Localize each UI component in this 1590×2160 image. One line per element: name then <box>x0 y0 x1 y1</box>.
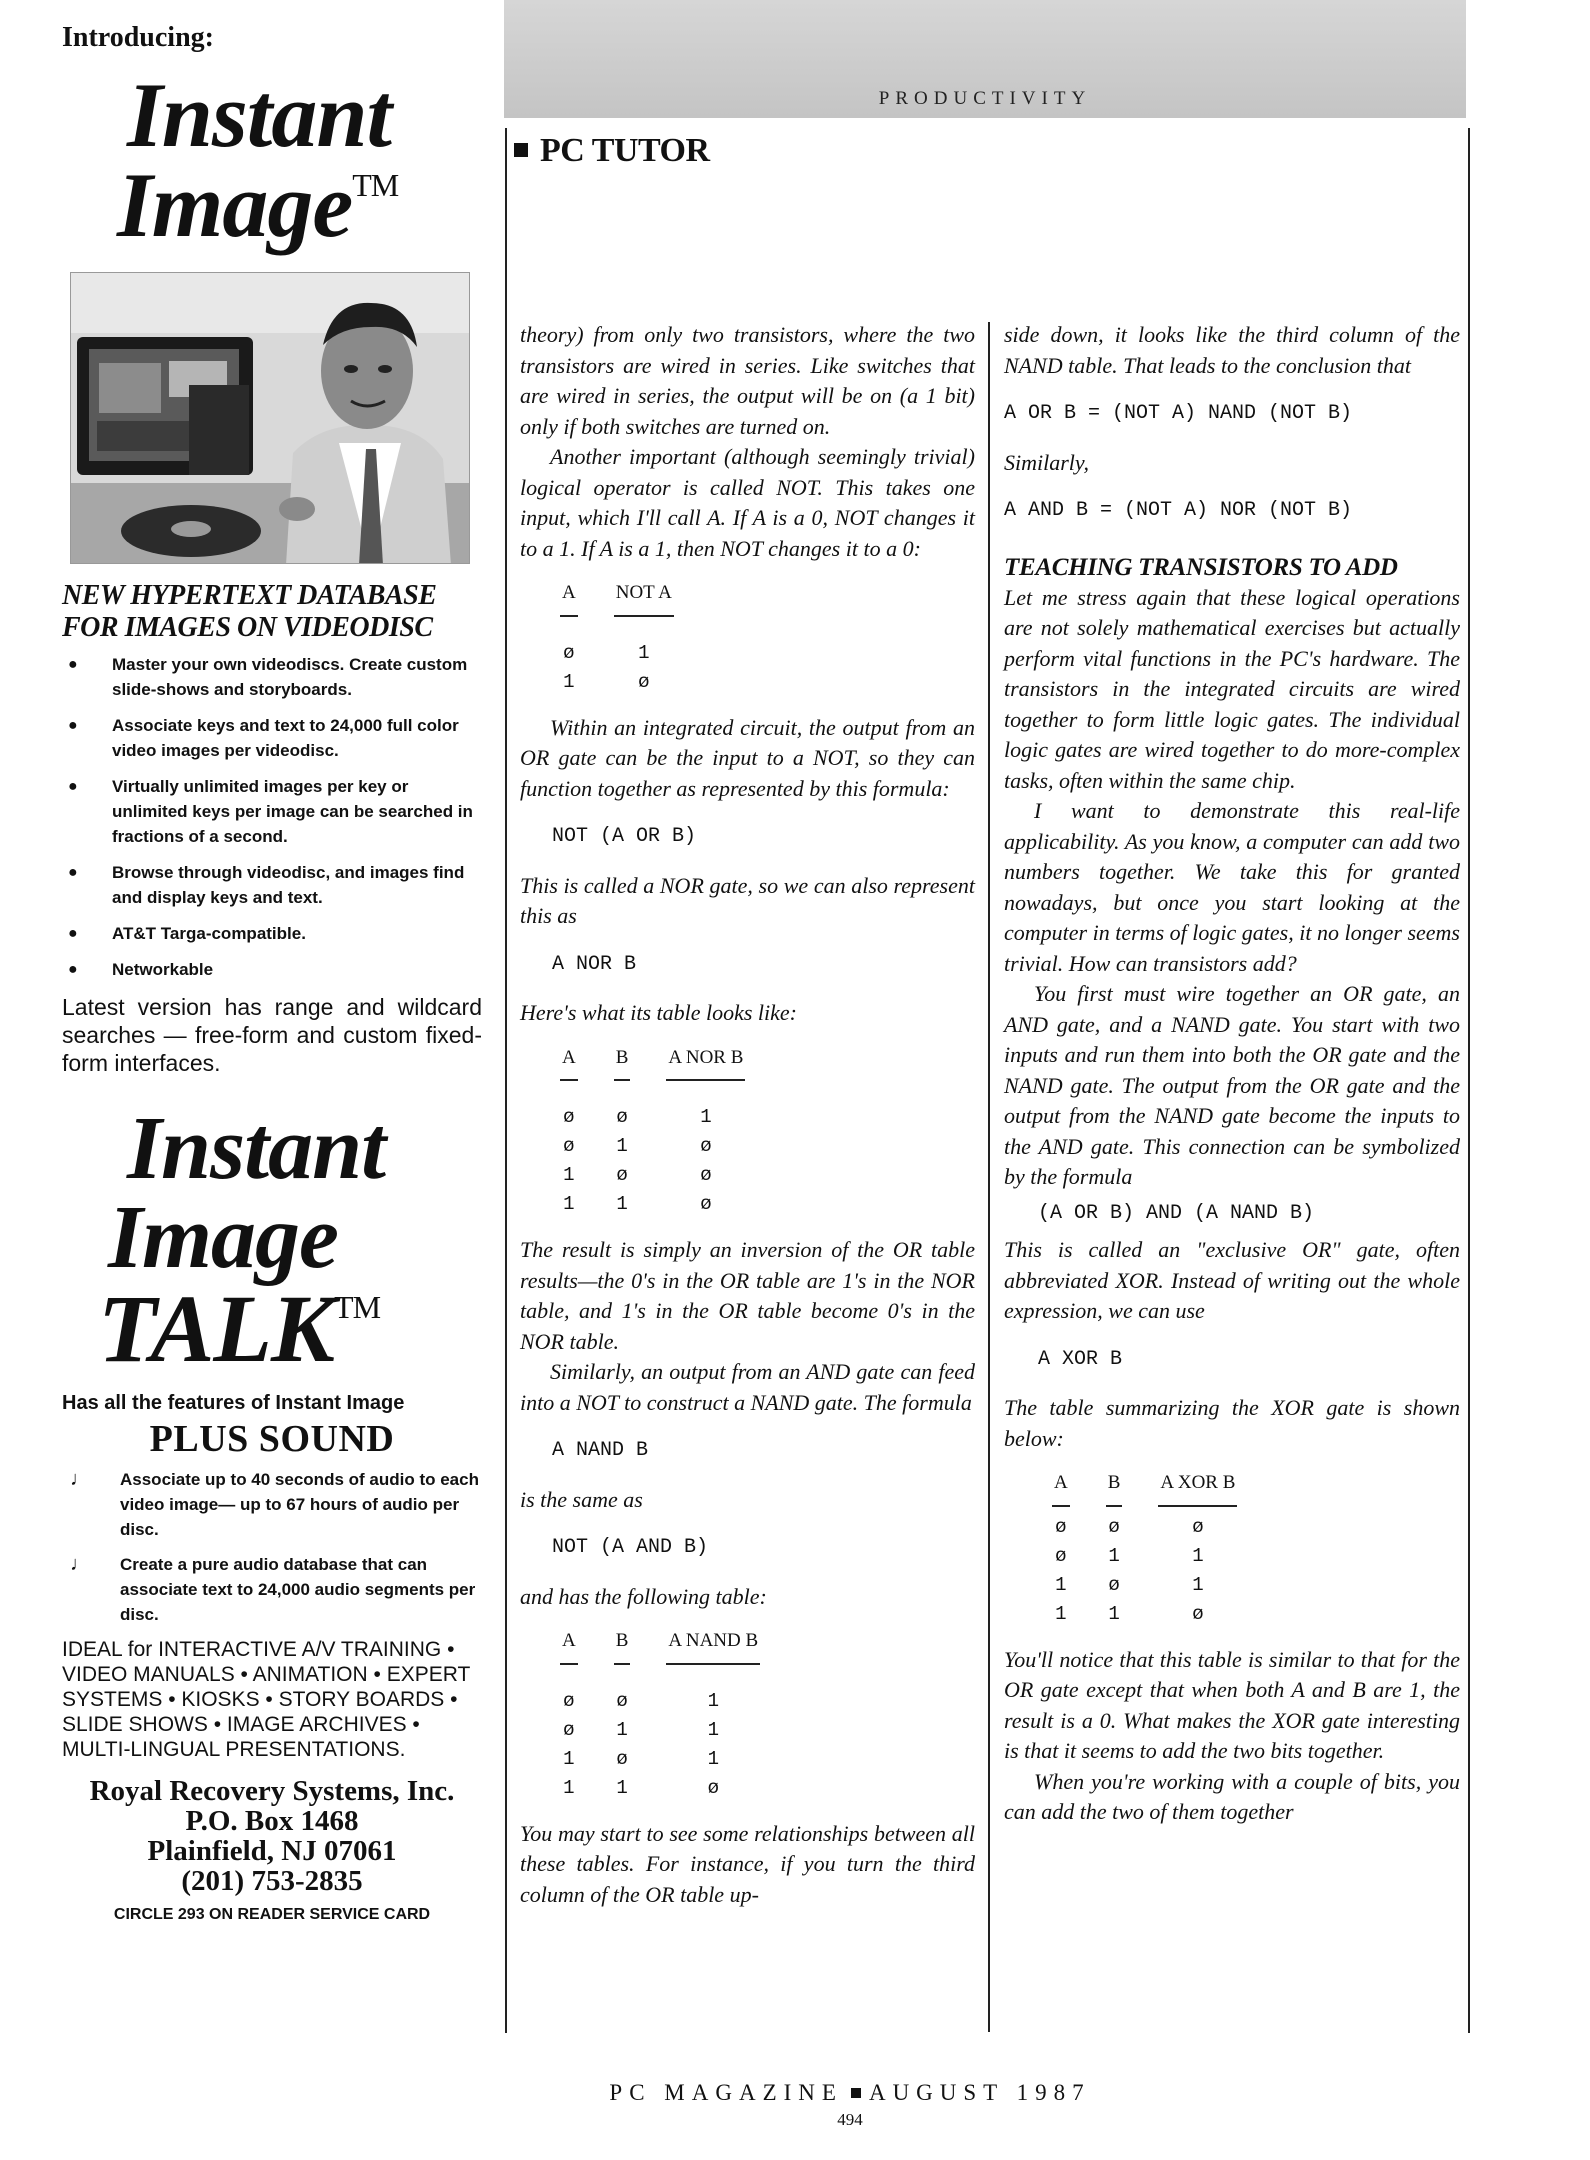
right-column-rule <box>1468 128 1470 2033</box>
table-row <box>1034 1571 1255 1600</box>
ad-company-block <box>62 1776 482 1896</box>
table-cell: ø <box>700 1135 712 1157</box>
table-row <box>542 639 692 668</box>
table-spacer <box>542 1087 763 1103</box>
table-row <box>1034 1542 1255 1571</box>
ad-audio-text: Associate up to 40 seconds of audio to each video image— up to 67 hours of audio per disc. <box>120 1469 479 1539</box>
disc-bullet-icon: ● <box>68 864 78 882</box>
article-paragraph: Within an integrated circuit, the output from an OR gate can be the input to a NOT, so they can function together as represented by this formula: <box>520 714 975 801</box>
ad-talk-line2: Image <box>108 1187 338 1287</box>
page-footer <box>360 2080 1340 2106</box>
ad-plus-sound: PLUS SOUND <box>149 1417 395 1460</box>
code-formula: (A OR B) AND (A NAND B) <box>1038 1201 1315 1225</box>
table-cell: ø <box>1055 1544 1067 1567</box>
column-title-text: PC TUTOR <box>540 132 710 169</box>
table-cell: 1 <box>707 1747 719 1770</box>
table-cell: 1 <box>563 670 575 693</box>
footer-date: AUGUST 1987 <box>868 2080 1091 2105</box>
table-cell: 1 <box>563 1193 575 1215</box>
not-truth-table <box>542 578 692 697</box>
table-header-text: A XOR B <box>1158 1468 1237 1507</box>
ad-subtitle <box>62 580 482 644</box>
disc-bullet-icon: ● <box>68 656 78 674</box>
article-paragraph: This is called an "exclusive OR" gate, often abbreviated XOR. Instead of writing out the whole expression, we can use <box>1004 1237 1460 1323</box>
ad-company-name: Royal Recovery Systems, Inc. <box>89 1774 455 1807</box>
ad-feature-list <box>62 652 482 982</box>
code-formula: NOT (A AND B) <box>552 1536 709 1559</box>
code-formula: A AND B = (NOT A) NOR (NOT B) <box>1004 499 1353 522</box>
square-bullet-icon <box>514 143 528 157</box>
article-paragraph: This is called a NOR gate, so we can also represent this as <box>520 872 975 928</box>
column-title <box>514 132 710 170</box>
table-header <box>596 1043 649 1088</box>
table-cell: ø <box>616 1747 628 1770</box>
table-cell: ø <box>638 670 650 693</box>
code-formula: A NOR B <box>552 952 637 976</box>
ad-feature-text: Browse through videodisc, and images find and display keys and text. <box>112 863 465 908</box>
article-paragraph: and has the following table: <box>520 1583 767 1609</box>
ad-logo-tm: TM <box>352 167 399 204</box>
table-row <box>542 1774 778 1803</box>
article-paragraph: The result is simply an inversion of the OR table results—the 0's in the OR table are 1's in the NOR table, and 1's in the OR table become 0's in the NOR table. <box>520 1237 975 1354</box>
table-header <box>1088 1468 1141 1513</box>
code-formula: A NAND B <box>552 1439 649 1462</box>
table-cell: ø <box>1055 1515 1067 1538</box>
ad-feature-text: Virtually unlimited images per key or unlimited keys per image can be searched in fractions of a second. <box>112 777 473 847</box>
table-cell: ø <box>563 1135 575 1157</box>
table-cell: 1 <box>616 1193 628 1215</box>
table-cell: 1 <box>1108 1544 1120 1567</box>
ad-feature-item <box>62 957 482 982</box>
table-header <box>648 1626 778 1671</box>
table-header <box>1034 1468 1088 1513</box>
ad-latest-version: Latest version has range and wildcard searches — free-form and custom fixed-form interfaces. <box>62 994 482 1077</box>
table-cell: 1 <box>563 1776 575 1799</box>
ad-city: Plainfield, NJ 07061 <box>147 1834 397 1867</box>
ad-feature-item <box>62 713 482 763</box>
table-cell: ø <box>563 1106 575 1128</box>
article-paragraph: You first must wire together an OR gate, an AND gate, and a NAND gate. You start with two inputs and run them into both the OR gate and the NAND gate. The output from the OR gate and the output from the NAND gate become the inputs to the AND gate. This connection can be symbolized by the formula <box>1004 981 1460 1189</box>
article-paragraph: Here's what its table looks like: <box>520 1000 798 1025</box>
music-note-icon: ♩ <box>70 1552 90 1575</box>
ad-feature-item <box>62 921 482 946</box>
nand-truth-table <box>542 1626 778 1803</box>
table-row <box>542 668 692 697</box>
article-paragraph: You'll notice that this table is similar to that for the OR gate except that when both A and B are 1, the result is a 0. What makes the XOR gate interesting is that it seems to add the two bits together. <box>1004 1646 1460 1763</box>
ad-features-line: Has all the features of Instant Image <box>62 1391 405 1414</box>
page-number: 494 <box>837 2110 863 2129</box>
ad-subtitle-line2: FOR IMAGES ON VIDEODISC <box>62 612 433 644</box>
ad-intro: Introducing: <box>62 22 214 53</box>
table-cell: 1 <box>1055 1573 1067 1596</box>
table-cell: 1 <box>616 1135 628 1157</box>
table-header <box>542 1626 596 1671</box>
article-paragraph: theory) from only two transistors, where the two transistors are wired in series. Like switches that are wired in series, the output will be on (a 1 bit) only if both switches are turned on. <box>520 322 975 439</box>
table-header-text: A <box>560 578 578 617</box>
table-cell: ø <box>616 1689 628 1712</box>
table-header-text: A <box>560 1626 578 1665</box>
table-row <box>542 1745 778 1774</box>
table-header <box>1140 1468 1255 1513</box>
code-formula: A XOR B <box>1038 1347 1123 1371</box>
table-cell: 1 <box>563 1747 575 1770</box>
disc-bullet-icon: ● <box>68 961 78 979</box>
ad-feature-text: Associate keys and text to 24,000 full color video images per videodisc. <box>112 716 459 761</box>
article-column-1 <box>520 320 975 1910</box>
table-cell: ø <box>616 1164 628 1186</box>
ad-phone: (201) 753-2835 <box>181 1864 363 1897</box>
center-column-rule <box>988 322 990 2032</box>
table-header-text: B <box>614 1626 631 1665</box>
disc-bullet-icon: ● <box>68 717 78 735</box>
table-cell: 1 <box>707 1718 719 1741</box>
section-label: PRODUCTIVITY <box>878 88 1092 109</box>
ad-feature-item <box>62 860 482 910</box>
advertisement <box>62 20 482 2040</box>
ad-subtitle-line1: NEW HYPERTEXT DATABASE <box>62 580 437 612</box>
ad-photo-illustration <box>71 273 470 564</box>
table-cell: 1 <box>707 1689 719 1712</box>
table-cell: ø <box>1108 1573 1120 1596</box>
ad-audio-item <box>62 1552 482 1627</box>
table-header-text: A NAND B <box>666 1626 760 1665</box>
ad-feature-item <box>62 652 482 702</box>
ad-reader-service: CIRCLE 293 ON READER SERVICE CARD <box>113 1905 431 1923</box>
ad-audio-text: Create a pure audio database that can associate text to 24,000 audio segments per disc. <box>120 1554 476 1624</box>
table-header <box>596 578 692 623</box>
table-cell: ø <box>707 1776 719 1799</box>
table-header-text: B <box>1106 1468 1123 1507</box>
ad-logo-line1: Instant <box>127 64 392 166</box>
table-cell: 1 <box>1192 1544 1204 1567</box>
ad-logo-word: Image <box>117 154 353 257</box>
music-note-icon: ♩ <box>70 1467 90 1490</box>
ad-photo <box>70 272 470 564</box>
article-column-2 <box>1004 320 1460 1828</box>
article-paragraph: Let me stress again that these logical operations are not solely mathematical exercises but actually perform vital functions in the PC's hardware. The transistors in the integrated circuits are wired together to form little logic gates. The individual logic gates are wired together to do more-complex tasks, often within the same chip. <box>1004 584 1460 793</box>
disc-bullet-icon: ● <box>68 925 78 943</box>
square-bullet-icon <box>851 2088 861 2098</box>
table-cell: 1 <box>563 1164 575 1186</box>
table-row <box>542 1103 763 1132</box>
table-header <box>596 1626 649 1671</box>
ad-feature-text: AT&T Targa-compatible. <box>112 924 306 944</box>
table-header-text: NOT A <box>614 578 674 617</box>
article-paragraph: Another important (although seemingly trivial) logical operator is called NOT. This takes one input, which I'll call A. If A is a 0, NOT changes it to a 1. If A is a 1, then NOT changes it to a 0: <box>520 444 975 561</box>
ad-audio-list <box>62 1467 482 1627</box>
xor-truth-table <box>1034 1468 1255 1629</box>
code-formula: NOT (A OR B) <box>552 825 697 848</box>
table-header-text: A <box>1052 1468 1070 1507</box>
table-row <box>542 1716 778 1745</box>
table-row <box>542 1132 763 1161</box>
article-paragraph: side down, it looks like the third column of the NAND table. That leads to the conclusion that <box>1004 322 1460 378</box>
disc-bullet-icon: ● <box>68 778 78 796</box>
table-header-text: A <box>560 1043 578 1082</box>
table-row <box>542 1687 778 1716</box>
table-spacer <box>542 623 692 639</box>
ad-ideal-uses: IDEAL for INTERACTIVE A/V TRAINING • VIDEO MANUALS • ANIMATION • EXPERT SYSTEMS • KIOSKS • STORY BOARDS • SLIDE SHOWS • IMAGE ARCHIVES • MULTI-LINGUAL PRESENTATIONS. <box>62 1637 470 1761</box>
table-cell: ø <box>563 1718 575 1741</box>
ad-po-box: P.O. Box 1468 <box>185 1804 359 1837</box>
footer-magazine: PC MAGAZINE <box>609 2080 843 2105</box>
table-cell: ø <box>563 641 575 664</box>
table-cell: 1 <box>700 1106 712 1128</box>
table-cell: ø <box>1192 1515 1204 1538</box>
ad-logo-line2 <box>117 154 482 257</box>
ad-feature-text: Master your own videodiscs. Create custom slide-shows and storyboards. <box>112 655 468 700</box>
ad-talk-line1: Instant <box>127 1099 386 1199</box>
article-paragraph: The table summarizing the XOR gate is shown below: <box>1004 1395 1460 1451</box>
article-paragraph: I want to demonstrate this real-life applicability. As you know, a computer can add two numbers together. We take this for granted nowadays, but once you start looking at the computer in terms of logic gates, it no longer seems trivial. How can transistors add? <box>1004 798 1460 976</box>
ad-feature-item <box>62 774 482 849</box>
ad-feature-text: Networkable <box>112 960 214 980</box>
table-cell: 1 <box>1108 1602 1120 1625</box>
table-cell: ø <box>616 1106 628 1128</box>
table-cell: 1 <box>616 1776 628 1799</box>
table-header-text: A NOR B <box>666 1043 745 1082</box>
table-cell: 1 <box>1192 1573 1204 1596</box>
article-paragraph: Similarly, <box>1004 449 1089 475</box>
table-spacer <box>542 1671 778 1687</box>
nor-truth-table <box>542 1043 763 1220</box>
table-header <box>648 1043 763 1088</box>
table-cell: 1 <box>1055 1602 1067 1625</box>
table-cell: ø <box>1192 1602 1204 1625</box>
table-cell: ø <box>1108 1515 1120 1538</box>
table-header <box>542 578 596 623</box>
article-paragraph: Similarly, an output from an AND gate can feed into a NOT to construct a NAND gate. The formula <box>520 1359 975 1415</box>
section-heading: TEACHING TRANSISTORS TO ADD <box>1004 553 1398 581</box>
table-row <box>542 1161 763 1190</box>
left-column-rule <box>505 128 507 2033</box>
ad-talk-line3 <box>98 1274 482 1382</box>
table-row <box>542 1190 763 1219</box>
table-cell: 1 <box>616 1718 628 1741</box>
ad-audio-item <box>62 1467 482 1542</box>
table-header-text: B <box>614 1043 631 1082</box>
table-header <box>542 1043 596 1088</box>
ad-talk-word: TALK <box>98 1274 335 1382</box>
table-cell: ø <box>563 1689 575 1712</box>
article-paragraph: is the same as <box>520 1486 643 1512</box>
article-paragraph: You may start to see some relationships between all these tables. For instance, if you turn the third column of the OR table up- <box>520 1820 975 1907</box>
ad-talk-tm: TM <box>334 1288 381 1325</box>
table-cell: 1 <box>638 641 650 664</box>
table-row <box>1034 1600 1255 1629</box>
table-cell: ø <box>700 1193 712 1215</box>
table-row <box>1034 1513 1255 1542</box>
table-cell: ø <box>700 1164 712 1186</box>
article-paragraph: When you're working with a couple of bits, you can add the two of them together <box>1004 1768 1460 1824</box>
code-formula: A OR B = (NOT A) NAND (NOT B) <box>1004 402 1353 425</box>
